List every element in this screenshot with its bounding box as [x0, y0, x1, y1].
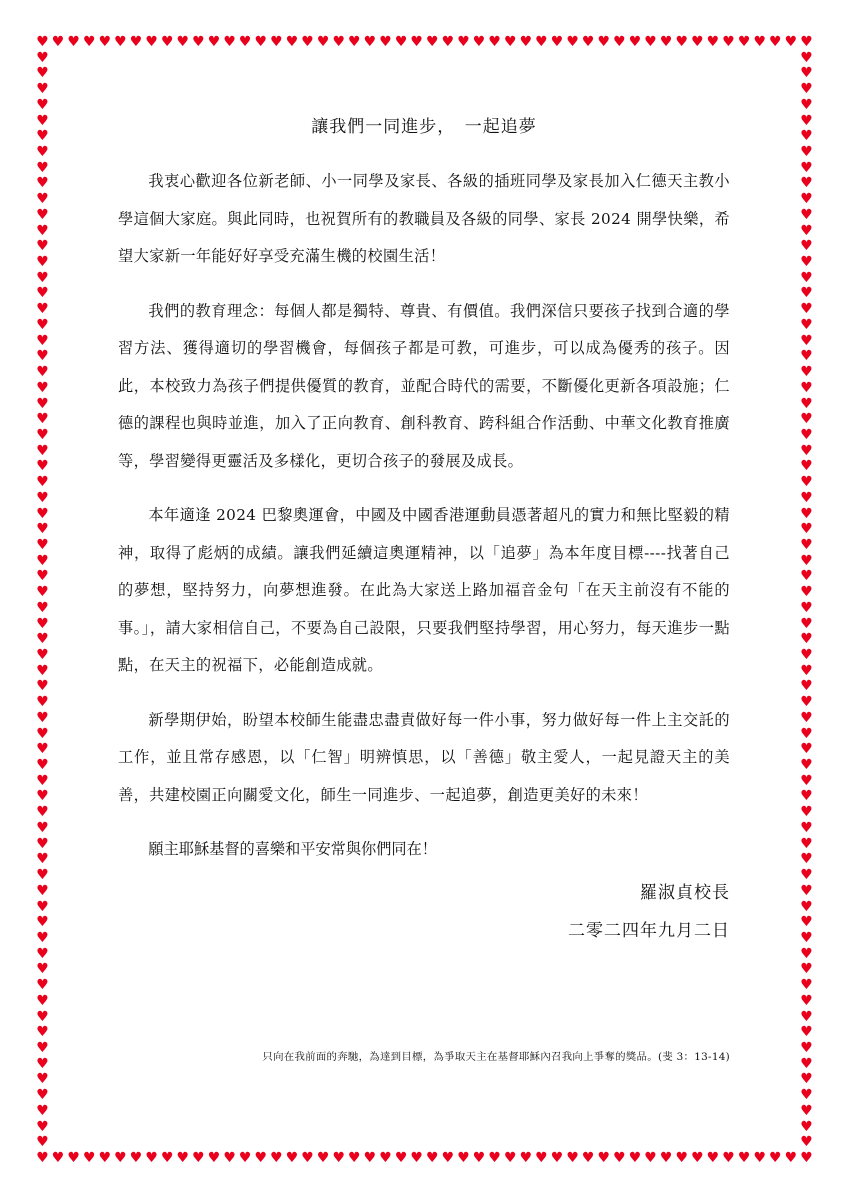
heart-icon: ♥ — [784, 1150, 798, 1166]
heart-icon: ♥ — [800, 1087, 813, 1104]
heart-icon: ♥ — [628, 34, 642, 50]
heart-icon: ♥ — [98, 34, 112, 50]
heart-icon: ♥ — [784, 34, 798, 50]
heart-icon: ♥ — [800, 898, 813, 915]
heart-icon: ♥ — [800, 285, 813, 302]
heart-icon: ♥ — [800, 81, 813, 98]
heart-icon: ♥ — [800, 977, 813, 994]
heart-icon: ♥ — [36, 536, 49, 553]
heart-icon: ♥ — [644, 34, 657, 50]
heart-icon: ♥ — [800, 536, 813, 553]
heart-icon: ♥ — [800, 49, 813, 66]
heart-icon: ♥ — [800, 851, 813, 868]
heart-icon: ♥ — [36, 81, 49, 98]
heart-icon: ♥ — [192, 34, 205, 50]
heart-icon: ♥ — [800, 819, 813, 836]
heart-icon: ♥ — [36, 316, 49, 333]
heart-icon: ♥ — [800, 301, 813, 318]
heart-icon: ♥ — [36, 379, 49, 396]
paragraph-welcome: 我衷心歡迎各位新老師、小一同學及家長、各級的插班同學及家長加入仁德天主教小學這個大家庭。與此同時，也祝賀所有的教職員及各級的同學、家長 2024 開學快樂，希望大家新一年能好好享受充滿生機的校園生活！ — [118, 172, 730, 265]
heart-icon: ♥ — [36, 709, 49, 726]
heart-icon: ♥ — [238, 34, 252, 50]
heart-icon: ♥ — [800, 1118, 813, 1135]
heart-icon: ♥ — [800, 804, 813, 821]
heart-icon: ♥ — [98, 1150, 112, 1166]
heart-icon: ♥ — [800, 426, 813, 443]
heart-icon: ♥ — [457, 34, 470, 50]
heart-icon: ♥ — [36, 458, 49, 475]
heart-icon: ♥ — [800, 725, 813, 742]
heart-icon: ♥ — [800, 175, 813, 192]
heart-icon: ♥ — [36, 1118, 49, 1135]
heart-icon: ♥ — [82, 1150, 96, 1166]
heart-icon: ♥ — [36, 489, 49, 506]
heart-icon: ♥ — [36, 442, 49, 459]
heart-icon: ♥ — [566, 1150, 579, 1166]
heart-icon: ♥ — [114, 34, 127, 50]
heart-icon: ♥ — [36, 662, 49, 679]
heart-icon: ♥ — [800, 1134, 813, 1151]
heart-icon: ♥ — [36, 49, 49, 66]
heart-icon: ♥ — [36, 599, 49, 616]
heart-icon: ♥ — [36, 552, 49, 569]
heart-icon: ♥ — [800, 348, 813, 365]
heart-icon: ♥ — [36, 521, 49, 538]
heart-icon: ♥ — [36, 647, 49, 663]
heart-icon: ♥ — [550, 1150, 564, 1166]
heart-icon: ♥ — [503, 1150, 517, 1166]
heart-icon: ♥ — [800, 521, 813, 538]
heart-icon: ♥ — [441, 1150, 455, 1166]
heart-icon: ♥ — [36, 254, 49, 271]
heart-icon: ♥ — [800, 222, 813, 239]
heart-icon: ♥ — [36, 772, 49, 789]
heart-icon: ♥ — [36, 332, 49, 349]
heart-icon: ♥ — [36, 819, 49, 836]
heart-icon: ♥ — [301, 34, 314, 50]
heart-icon: ♥ — [36, 835, 49, 852]
heart-icon: ♥ — [613, 34, 626, 50]
heart-icon: ♥ — [316, 34, 330, 50]
heart-icon: ♥ — [535, 1150, 548, 1166]
heart-icon: ♥ — [519, 34, 533, 50]
heart-icon: ♥ — [800, 867, 813, 884]
heart-icon: ♥ — [36, 411, 49, 428]
heart-icon: ♥ — [36, 914, 49, 931]
heart-icon: ♥ — [800, 254, 813, 271]
heart-icon: ♥ — [36, 426, 49, 443]
heart-icon: ♥ — [800, 1055, 813, 1072]
letter-date: 二零二四年九月二日 — [568, 920, 730, 941]
heart-icon: ♥ — [675, 34, 689, 50]
heart-icon: ♥ — [363, 34, 377, 50]
heart-icon: ♥ — [129, 34, 143, 50]
heart-icon: ♥ — [800, 1102, 813, 1119]
heart-icon: ♥ — [800, 144, 813, 161]
heart-icon: ♥ — [36, 631, 49, 648]
heart-icon: ♥ — [706, 34, 720, 50]
heart-icon: ♥ — [800, 1024, 813, 1041]
heart-icon: ♥ — [145, 1150, 158, 1166]
heart-icon: ♥ — [36, 992, 49, 1009]
heart-icon: ♥ — [379, 34, 392, 50]
heart-icon: ♥ — [800, 379, 813, 396]
heart-icon: ♥ — [160, 34, 174, 50]
heart-icon: ♥ — [176, 1150, 190, 1166]
heart-icon: ♥ — [36, 1087, 49, 1104]
heart-icon: ♥ — [36, 694, 49, 711]
heart-icon: ♥ — [800, 332, 813, 349]
heart-icon: ♥ — [800, 882, 813, 899]
heart-icon: ♥ — [36, 882, 49, 899]
heart-icon: ♥ — [207, 34, 221, 50]
heart-icon: ♥ — [36, 615, 49, 632]
heart-icon: ♥ — [36, 757, 49, 774]
heart-icon: ♥ — [800, 128, 813, 145]
heart-icon: ♥ — [800, 159, 813, 176]
heart-icon: ♥ — [285, 34, 299, 50]
heart-icon: ♥ — [800, 584, 813, 601]
heart-icon: ♥ — [800, 112, 813, 129]
heart-icon: ♥ — [410, 34, 423, 50]
heart-icon: ♥ — [675, 1150, 689, 1166]
heart-icon: ♥ — [51, 34, 65, 50]
heart-icon: ♥ — [800, 474, 813, 491]
heart-icon: ♥ — [644, 1150, 657, 1166]
heart-icon: ♥ — [800, 442, 813, 459]
heart-icon: ♥ — [800, 914, 813, 931]
heart-icon: ♥ — [332, 1150, 346, 1166]
heart-icon: ♥ — [114, 1150, 127, 1166]
heart-icon: ♥ — [426, 1150, 439, 1166]
heart-icon: ♥ — [519, 1150, 533, 1166]
heart-icon: ♥ — [753, 1150, 766, 1166]
heart-icon: ♥ — [270, 34, 283, 50]
letter-body — [118, 112, 730, 949]
heart-icon: ♥ — [800, 599, 813, 616]
heart-icon: ♥ — [488, 34, 501, 50]
heart-icon: ♥ — [36, 238, 49, 255]
heart-icon: ♥ — [51, 1150, 65, 1166]
principal-signature: 羅淑貞校長 — [640, 882, 730, 903]
heart-icon: ♥ — [192, 1150, 205, 1166]
heart-icon: ♥ — [207, 1150, 221, 1166]
heart-icon: ♥ — [254, 1150, 268, 1166]
heart-icon: ♥ — [379, 1150, 392, 1166]
heart-icon: ♥ — [800, 1150, 813, 1166]
heart-icon: ♥ — [800, 1071, 813, 1088]
heart-icon: ♥ — [581, 34, 595, 50]
heart-icon: ♥ — [36, 128, 49, 145]
blessing-line: 願主耶穌基督的喜樂和平安常與你們同在！ — [148, 840, 437, 858]
heart-icon: ♥ — [800, 316, 813, 333]
heart-icon: ♥ — [176, 34, 190, 50]
heart-icon: ♥ — [753, 34, 766, 50]
heart-icon: ♥ — [597, 34, 611, 50]
heart-icon: ♥ — [737, 1150, 751, 1166]
heart-icon: ♥ — [36, 222, 49, 239]
heart-icon: ♥ — [659, 34, 673, 50]
heart-icon: ♥ — [36, 1055, 49, 1072]
heart-icon: ♥ — [535, 34, 548, 50]
heart-icon: ♥ — [36, 175, 49, 192]
heart-icon: ♥ — [550, 34, 564, 50]
heart-icon: ♥ — [800, 709, 813, 726]
heart-icon: ♥ — [36, 206, 49, 223]
heart-icon: ♥ — [36, 285, 49, 302]
heart-icon: ♥ — [800, 364, 813, 381]
heart-icon: ♥ — [800, 395, 813, 412]
heart-icon: ♥ — [36, 851, 49, 868]
heart-icon: ♥ — [36, 741, 49, 758]
heart-icon: ♥ — [722, 34, 735, 50]
heart-icon: ♥ — [285, 1150, 299, 1166]
heart-icon: ♥ — [67, 1150, 80, 1166]
heart-icon: ♥ — [800, 772, 813, 789]
heart-icon: ♥ — [691, 34, 704, 50]
heart-icon: ♥ — [800, 741, 813, 758]
heart-icon: ♥ — [36, 395, 49, 412]
heart-icon: ♥ — [36, 159, 49, 176]
heart-icon: ♥ — [394, 34, 408, 50]
heart-icon: ♥ — [800, 694, 813, 711]
heart-icon: ♥ — [800, 992, 813, 1009]
heart-icon: ♥ — [800, 929, 813, 946]
heart-icon: ♥ — [441, 34, 455, 50]
heart-icon: ♥ — [597, 1150, 611, 1166]
heart-icon: ♥ — [36, 961, 49, 978]
heart-icon: ♥ — [800, 552, 813, 569]
heart-icon: ♥ — [800, 206, 813, 223]
heart-icon: ♥ — [36, 788, 49, 805]
heart-icon: ♥ — [800, 65, 813, 82]
heart-icon: ♥ — [769, 34, 782, 50]
heart-icon: ♥ — [800, 662, 813, 679]
heart-icon: ♥ — [36, 1150, 49, 1166]
heart-icon: ♥ — [628, 1150, 642, 1166]
heart-icon: ♥ — [36, 584, 49, 601]
heart-icon: ♥ — [145, 34, 158, 50]
heart-icon: ♥ — [36, 678, 49, 695]
heart-icon: ♥ — [410, 1150, 423, 1166]
paragraph-olympics: 本年適逢 2024 巴黎奧運會，中國及中國香港運動員憑著超凡的實力和無比堅毅的精神，取得了彪炳的成績。讓我們延續這奧運精神，以「追夢」為本年度目標----找著自己的夢想，堅持努力，向夢想進發。在此為大家送上路加福音金句「在天主前沒有不能的事。」，請大家相信自己，不要為自己設限，只要我們堅持學習，用心努力，每天進步一點點，在天主的祝福下，必能創造成就。 — [118, 506, 730, 674]
heart-icon: ♥ — [800, 568, 813, 585]
heart-icon: ♥ — [316, 1150, 330, 1166]
heart-icon: ♥ — [472, 34, 486, 50]
heart-icon: ♥ — [36, 977, 49, 994]
heart-icon: ♥ — [800, 96, 813, 113]
heart-icon: ♥ — [36, 1008, 49, 1025]
heart-icon: ♥ — [722, 1150, 735, 1166]
heart-icon: ♥ — [800, 411, 813, 428]
paragraph-new-term: 新學期伊始，盼望本校師生能盡忠盡責做好每一件小事，努力做好每一件上主交託的工作，並且常存感恩，以「仁智」明辨慎思，以「善德」敬主愛人，一起見證天主的美善，共建校園正向關愛文化，師生一同進步、一起追夢，創造更美好的未來！ — [118, 710, 730, 804]
heart-icon: ♥ — [36, 1039, 49, 1056]
heart-icon: ♥ — [36, 929, 49, 946]
bible-verse-footer: 只向在我前面的奔馳，為達到目標，為爭取天主在基督耶穌內召我向上爭奪的獎品。(斐 3：13-14) — [262, 1051, 730, 1063]
heart-icon: ♥ — [36, 348, 49, 365]
heart-icon: ♥ — [613, 1150, 626, 1166]
heart-icon: ♥ — [800, 615, 813, 632]
heart-icon: ♥ — [36, 1024, 49, 1041]
heart-icon: ♥ — [800, 945, 813, 962]
heart-icon: ♥ — [36, 269, 49, 286]
heart-icon: ♥ — [36, 65, 49, 82]
heart-icon: ♥ — [254, 34, 268, 50]
heart-icon: ♥ — [36, 191, 49, 208]
heart-icon: ♥ — [36, 945, 49, 962]
heart-icon: ♥ — [800, 505, 813, 522]
heart-icon: ♥ — [160, 1150, 174, 1166]
heart-icon: ♥ — [706, 1150, 720, 1166]
heart-icon: ♥ — [800, 191, 813, 208]
heart-icon: ♥ — [800, 961, 813, 978]
heart-icon: ♥ — [800, 269, 813, 286]
heart-icon: ♥ — [800, 489, 813, 506]
heart-icon: ♥ — [223, 1150, 236, 1166]
heart-icon: ♥ — [36, 867, 49, 884]
heart-icon: ♥ — [800, 757, 813, 774]
heart-icon: ♥ — [488, 1150, 501, 1166]
heart-icon: ♥ — [363, 1150, 377, 1166]
heart-icon: ♥ — [238, 1150, 252, 1166]
heart-icon: ♥ — [36, 1134, 49, 1151]
heart-icon: ♥ — [426, 34, 439, 50]
letter-title: 讓我們一同進步， 一起追夢 — [311, 117, 537, 137]
heart-icon: ♥ — [36, 34, 49, 50]
heart-icon: ♥ — [36, 568, 49, 585]
heart-icon: ♥ — [503, 34, 517, 50]
heart-icon: ♥ — [332, 34, 346, 50]
heart-icon: ♥ — [800, 34, 813, 50]
heart-icon: ♥ — [581, 1150, 595, 1166]
heart-icon: ♥ — [67, 34, 80, 50]
heart-icon: ♥ — [223, 34, 236, 50]
heart-icon: ♥ — [800, 1039, 813, 1056]
heart-icon: ♥ — [737, 34, 751, 50]
heart-icon: ♥ — [800, 835, 813, 852]
heart-icon: ♥ — [36, 505, 49, 522]
heart-icon: ♥ — [36, 1102, 49, 1119]
heart-icon: ♥ — [800, 631, 813, 648]
heart-icon: ♥ — [348, 34, 361, 50]
heart-icon: ♥ — [394, 1150, 408, 1166]
heart-icon: ♥ — [36, 804, 49, 821]
paragraph-philosophy: 我們的教育理念：每個人都是獨特、尊貴、有價值。我們深信只要孩子找到合適的學習方法、獲得適切的學習機會，每個孩子都是可教，可進步，可以成為優秀的孩子。因此，本校致力為孩子們提供優質的教育，並配合時代的需要，不斷優化更新各項設施；仁德的課程也與時並進，加入了正向教育、創科教育、跨科組合作活動、中華文化教育推廣等，學習變得更靈活及多樣化，更切合孩子的發展及成長。 — [118, 301, 730, 470]
heart-icon: ♥ — [800, 678, 813, 695]
heart-icon: ♥ — [800, 1008, 813, 1025]
heart-icon: ♥ — [36, 144, 49, 161]
heart-icon: ♥ — [36, 301, 49, 318]
heart-icon: ♥ — [800, 238, 813, 255]
heart-icon: ♥ — [800, 647, 813, 663]
heart-icon: ♥ — [566, 34, 579, 50]
heart-icon: ♥ — [301, 1150, 314, 1166]
heart-icon: ♥ — [769, 1150, 782, 1166]
heart-icon: ♥ — [36, 112, 49, 129]
heart-icon: ♥ — [36, 898, 49, 915]
heart-icon: ♥ — [36, 364, 49, 381]
heart-icon: ♥ — [691, 1150, 704, 1166]
heart-icon: ♥ — [457, 1150, 470, 1166]
heart-icon: ♥ — [800, 788, 813, 805]
heart-icon: ♥ — [36, 725, 49, 742]
heart-icon: ♥ — [659, 1150, 673, 1166]
heart-icon: ♥ — [129, 1150, 143, 1166]
heart-icon: ♥ — [36, 1071, 49, 1088]
heart-icon: ♥ — [472, 1150, 486, 1166]
heart-icon: ♥ — [82, 34, 96, 50]
heart-icon: ♥ — [348, 1150, 361, 1166]
heart-icon: ♥ — [270, 1150, 283, 1166]
heart-icon: ♥ — [36, 96, 49, 113]
heart-icon: ♥ — [36, 474, 49, 491]
heart-icon: ♥ — [800, 458, 813, 475]
